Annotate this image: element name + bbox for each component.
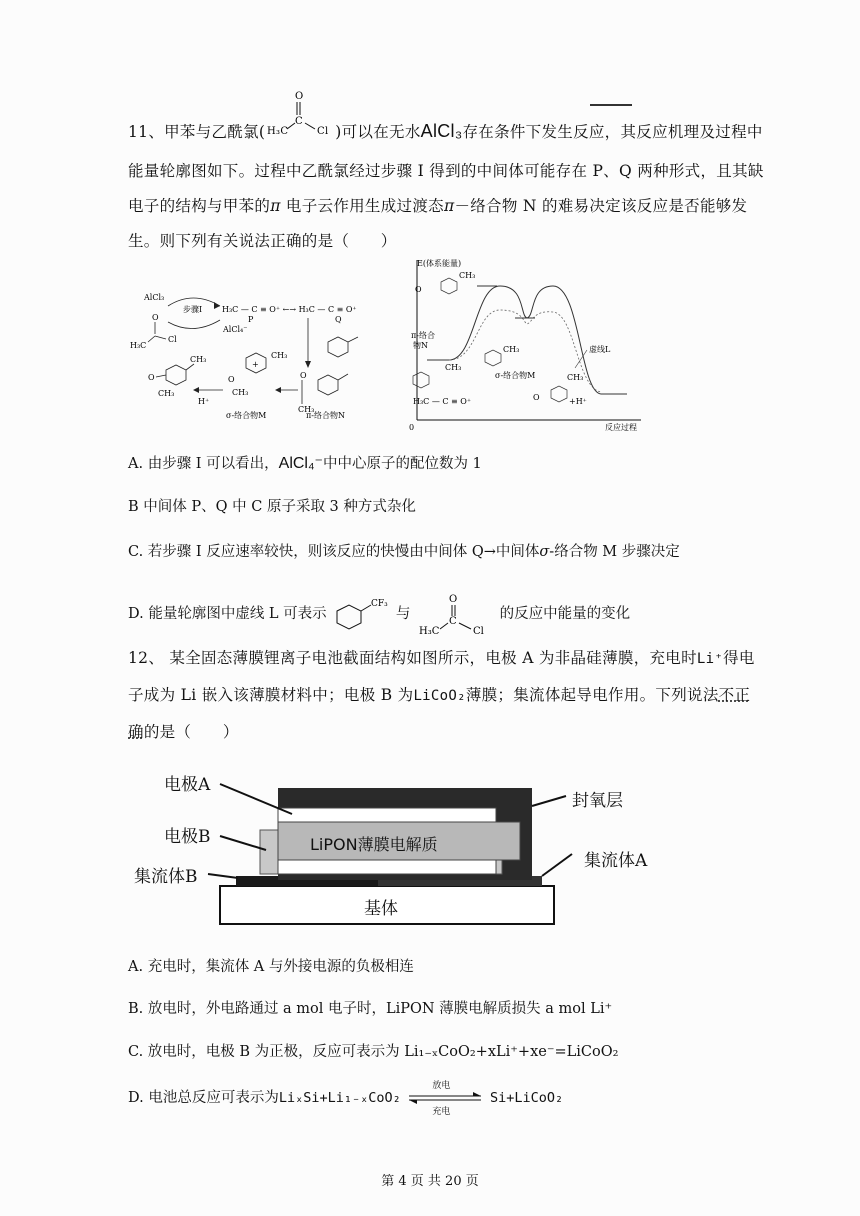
q12-option-a: A. 充电时，集流体 A 与外接电源的负极相连 [128,959,414,975]
svg-text:+: + [252,360,259,369]
q11-line3: 电子的结构与甲苯的π 电子云作用生成过渡态π－络合物 N 的难易决定该反应是否能够发 [128,197,748,215]
svg-text:+H⁺: +H⁺ [569,397,587,406]
svg-text:σ-络合物M: σ-络合物M [226,411,267,420]
q11-line2: 能量轮廓图如下。过程中乙酰氯经过步骤 I 得到的中间体可能存在 P、Q 两种形式，且其缺 [128,162,764,180]
svg-text:C: C [295,116,304,127]
label-electrode-b: 电极B [164,827,211,847]
svg-text:AlCl₃: AlCl₃ [144,293,165,302]
svg-text:O: O [300,371,307,380]
svg-text:H₃C: H₃C [419,626,440,636]
svg-text:CH₃: CH₃ [445,363,462,372]
svg-text:CH₃: CH₃ [190,355,207,364]
svg-text:H₃C: H₃C [267,126,289,137]
svg-text:Cl: Cl [317,126,329,137]
svg-text:H₃C — C ≡ O⁺: H₃C — C ≡ O⁺ [413,397,472,406]
acetyl-chloride-structure [415,592,495,636]
q12-line3: 确的是（ ） [128,723,239,741]
svg-text:CH₃: CH₃ [158,389,175,398]
svg-text:O: O [449,594,458,605]
svg-text:AlCl₄⁻: AlCl₄⁻ [223,325,248,334]
svg-text:O: O [152,313,159,322]
q12-option-b: B. 放电时，外电路通过 a mol 电子时，LiPON 薄膜电解质损失 a mol Li⁺ [128,1001,613,1017]
equilibrium-arrow: 放电 充电 [405,1088,485,1108]
top-rule [590,104,632,106]
svg-text:CH₃: CH₃ [459,271,476,280]
svg-text:物N: 物N [413,341,428,350]
svg-text:CH₃: CH₃ [232,388,249,397]
svg-text:O: O [148,373,155,382]
svg-text:π-络合: π-络合 [411,331,435,340]
svg-text:反应过程: 反应过程 [605,423,637,432]
svg-text:CH₃: CH₃ [298,405,315,414]
reaction-mechanism-diagram [128,282,398,432]
label-substrate: 基体 [364,899,398,919]
svg-text:Q: Q [335,315,342,324]
svg-text:P: P [248,315,254,324]
acyl-chloride-inline [265,91,335,140]
svg-text:O: O [415,285,422,294]
svg-text:H₃C — C ≡ O⁺ ←→ H₃C — C ≡ O⁺: H₃C — C ≡ O⁺ ←→ H₃C — C ≡ O⁺ [222,305,357,314]
label-collector-a: 集流体A [584,851,648,871]
q11-option-b: B 中间体 P、Q 中 C 原子采取 3 种方式杂化 [128,499,416,515]
q12-line2: 子成为 Li 嵌入该薄膜材料中；电极 B 为LiCoO₂薄膜；集流体起导电作用。下列说法不正 [128,686,751,704]
svg-text:0: 0 [409,423,415,432]
q11-line4: 生。则下列有关说法正确的是（ ） [128,232,397,250]
benzotrifluoride-structure [331,597,391,631]
label-collector-b: 集流体B [134,867,198,887]
svg-text:O: O [533,393,540,402]
svg-text:π-络合物N: π-络合物N [306,411,345,420]
q11-line1: 11、甲苯与乙酰氯( O C H₃C Cl )可以在无水AlCl₃存在条件下发生反应，其反应机理及过程中 [128,120,763,142]
svg-text:CH₃: CH₃ [567,373,584,382]
svg-text:Cl: Cl [168,335,177,344]
q12-option-c: C. 放电时，电极 B 为正极，反应可表示为 Li₁₋ₓCoO₂+xLi⁺+xe⁻=LiCoO₂ [128,1044,619,1060]
svg-text:CH₃: CH₃ [271,351,288,360]
svg-text:C: C [449,616,457,627]
q12-option-d: D. 电池总反应可表示为LiₓSi+Li₁₋ₓCoO₂ 放电 充电 Si+LiCoO₂ [128,1081,564,1117]
svg-text:E(体系能量): E(体系能量) [417,259,462,268]
label-electrode-a: 电极A [164,775,211,795]
svg-text:H₃C: H₃C [130,341,147,350]
battery-cross-section [128,766,688,936]
svg-text:步骤I: 步骤I [183,305,203,314]
svg-text:CH₃: CH₃ [503,345,520,354]
q11-option-d: D. 能量轮廓图中虚线 L 可表示 CF₃ 与 O C H₃C Cl 的反应中能量的变化 [128,594,631,636]
energy-profile-diagram [405,256,655,434]
svg-text:O: O [295,91,304,102]
label-electrolyte: LiPON薄膜电解质 [310,835,438,854]
svg-text:σ-络合物M: σ-络合物M [495,371,536,380]
svg-text:虚线L: 虚线L [589,345,611,354]
q11-option-a: A. 由步骤 I 可以看出，AlCl₄⁻中中心原子的配位数为 1 [128,455,482,472]
q12-line1: 12、 某全固态薄膜锂离子电池截面结构如图所示，电极 A 为非晶硅薄膜，充电时Li⁺得电 [128,649,755,667]
svg-text:O: O [228,375,235,384]
label-seal-layer: 封氧层 [572,791,623,811]
q11-option-c: C. 若步骤 I 反应速率较快，则该反应的快慢由中间体 Q→中间体σ-络合物 M 步骤决定 [128,544,680,560]
svg-text:Cl: Cl [473,626,484,636]
page-footer: 第 4 页 共 20 页 [381,1174,479,1189]
svg-text:H⁺: H⁺ [198,397,210,406]
acyl-chloride-structure [265,88,335,140]
svg-text:CF₃: CF₃ [371,599,389,609]
q11-number: 11、 [128,123,165,141]
